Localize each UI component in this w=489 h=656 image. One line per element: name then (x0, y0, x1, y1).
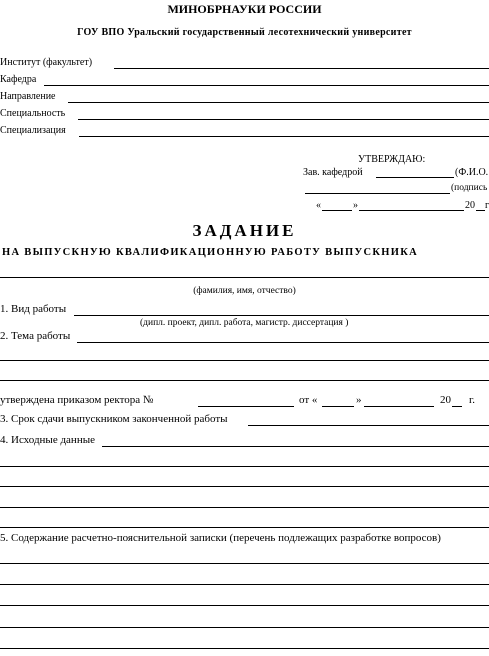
head-name-field[interactable] (376, 177, 454, 178)
contents-label: 5. Содержание расчетно-пояснительной записки (перечень подлежащих разработке вопросов) (0, 532, 441, 544)
university-name: ГОУ ВПО Уральский государственный лесотехнический университет (77, 27, 412, 38)
contents-line-2[interactable] (0, 584, 489, 585)
specialization-label: Специализация (0, 125, 66, 136)
contents-line-4[interactable] (0, 627, 489, 628)
contents-line-1[interactable] (0, 563, 489, 564)
approval-date-open: « (316, 200, 321, 211)
topic-field-line-1[interactable] (77, 342, 489, 343)
order-day-field[interactable] (322, 406, 354, 407)
fio-hint: (Ф.И.О. (455, 167, 489, 178)
ministry-title: МИНОБРНАУКИ РОССИИ (167, 2, 322, 16)
initial-data-line-2[interactable] (0, 466, 489, 467)
approval-year-suffix: г (485, 200, 489, 211)
institute-field[interactable] (114, 68, 489, 69)
signature-field[interactable] (305, 193, 450, 194)
deadline-field[interactable] (248, 425, 489, 426)
student-name-field[interactable] (0, 277, 489, 278)
initial-data-line-4[interactable] (0, 507, 489, 508)
specialization-field[interactable] (79, 136, 489, 137)
approval-day-field[interactable] (322, 210, 352, 211)
document-subtitle: НА ВЫПУСКНУЮ КВАЛИФИКАЦИОННУЮ РАБОТУ ВЫПУСКНИКА (2, 247, 419, 258)
topic-field-line-3[interactable] (0, 380, 489, 381)
deadline-label: 3. Срок сдачи выпускником законченной работы (0, 413, 228, 425)
order-year-suffix: г. (469, 394, 476, 406)
contents-line-3[interactable] (0, 605, 489, 606)
approval-date-mid: » (353, 200, 358, 211)
initial-data-line-3[interactable] (0, 486, 489, 487)
institute-label: Институт (факультет) (0, 57, 93, 68)
specialty-field[interactable] (78, 119, 489, 120)
order-month-field[interactable] (364, 406, 434, 407)
work-type-field[interactable] (74, 315, 489, 316)
document-title: ЗАДАНИЕ (192, 221, 297, 240)
topic-label: 2. Тема работы (0, 330, 71, 342)
order-date-open: от « (299, 394, 318, 406)
signature-hint: (подпись (451, 183, 488, 193)
order-date-mid: » (356, 394, 362, 406)
specialty-label: Специальность (0, 108, 66, 119)
direction-field[interactable] (68, 102, 489, 103)
initial-data-label: 4. Исходные данные (0, 434, 95, 446)
initial-data-line-1[interactable] (102, 446, 489, 447)
head-label: Зав. кафедрой (303, 167, 363, 178)
department-label: Кафедра (0, 74, 37, 85)
department-field[interactable] (44, 85, 489, 86)
direction-label: Направление (0, 91, 56, 102)
initial-data-line-5[interactable] (0, 527, 489, 528)
order-year-field[interactable] (452, 406, 462, 407)
work-type-label: 1. Вид работы (0, 303, 67, 315)
topic-field-line-2[interactable] (0, 360, 489, 361)
order-year-prefix: 20 (440, 394, 451, 406)
order-number-field[interactable] (198, 406, 294, 407)
approval-year-prefix: 20 (465, 200, 475, 211)
approve-label: УТВЕРЖДАЮ: (358, 154, 426, 165)
approval-year-field[interactable] (476, 210, 485, 211)
approval-month-field[interactable] (359, 210, 464, 211)
name-hint: (фамилия, имя, отчество) (193, 286, 296, 296)
contents-line-5[interactable] (0, 648, 489, 649)
work-type-hint: (дипл. проект, дипл. работа, магистр. диссертация ) (140, 318, 349, 328)
approved-by-label: утверждена приказом ректора № (0, 394, 154, 406)
